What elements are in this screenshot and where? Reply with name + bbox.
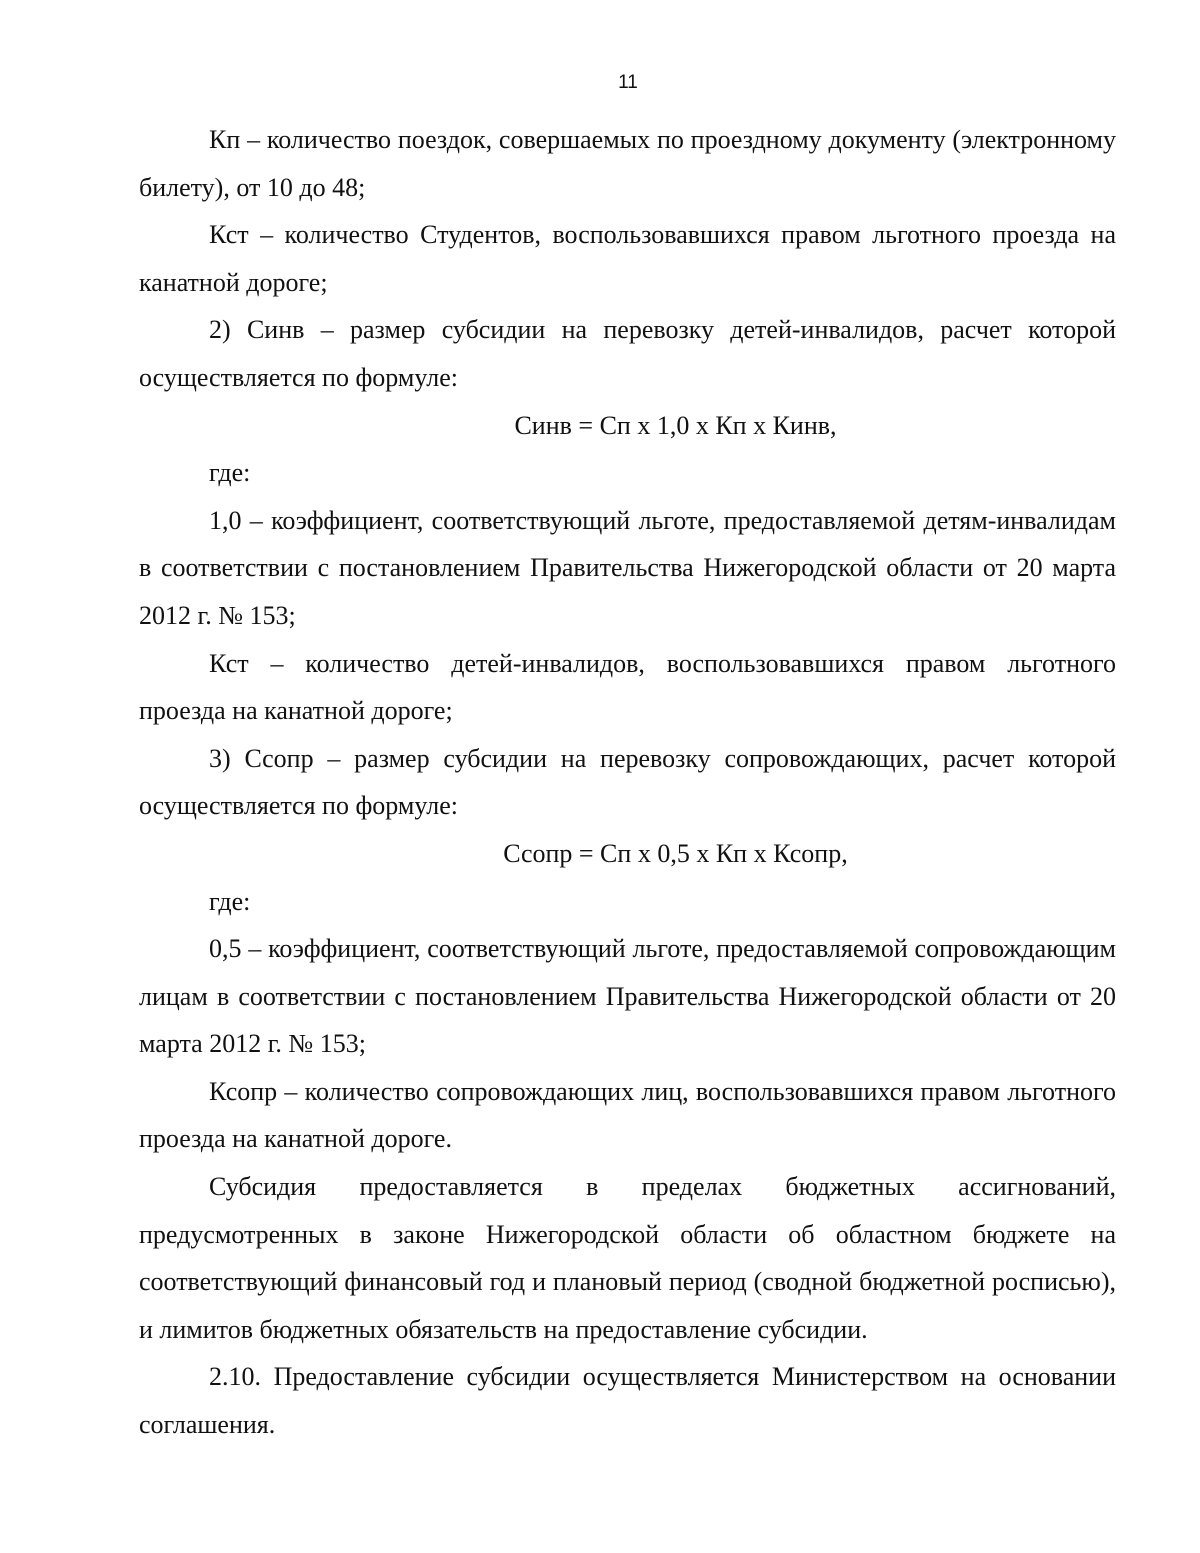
- paragraph-kst-students: Кст – количество Студентов, воспользовавшихся правом льготного проезда на канатной дороге;: [139, 220, 1116, 297]
- formula-ssopr: Ссопр = Сп х 0,5 х Кп х Ксопр,: [503, 838, 848, 868]
- paragraph-sinv-heading: 2) Синв – размер субсидии на перевозку детей-инвалидов, расчет которой осуществляется по формуле:: [139, 315, 1116, 392]
- paragraph-coef-1-0: 1,0 – коэффициент, соответствующий льготе, предоставляемой детям-инвалидам в соответствии с постановлением Правительства Нижегородской области от 20 марта 2012 г. № 153;: [139, 505, 1116, 630]
- paragraph-kp-definition: Кп – количество поездок, совершаемых по проездному документу (электронному билету), от 10 до 48;: [139, 125, 1116, 202]
- paragraph-ssopr-heading: 3) Ссопр – размер субсидии на перевозку сопровождающих, расчет которой осуществляется по формуле:: [139, 743, 1116, 821]
- paragraph-where-2: где:: [209, 886, 251, 916]
- paragraph-subsidy-limits: Субсидия предоставляется в пределах бюджетных ассигнований, предусмотренных в законе Нижегородской области об областном бюджете на соответствующий финансовый год и плановый период (сводной бюджетной росписью), и лимитов бюджетных обязательств на предоставление субсидии.: [139, 1172, 1116, 1344]
- document-body: [139, 116, 1116, 1449]
- formula-sinv: Синв = Сп х 1,0 х Кп х Кинв,: [514, 410, 837, 440]
- paragraph-ksopr-definition: Ксопр – количество сопровождающих лиц, воспользовавшихся правом льготного проезда на канатной дороге.: [139, 1076, 1116, 1154]
- page-number: 11: [618, 72, 638, 93]
- paragraph-2-10: 2.10. Предоставление субсидии осуществляется Министерством на основании соглашения.: [139, 1362, 1116, 1440]
- paragraph-kst-children: Кст – количество детей-инвалидов, воспользовавшихся правом льготного проезда на канатной дороге;: [139, 648, 1116, 726]
- paragraph-where-1: где:: [209, 458, 251, 488]
- paragraph-coef-0-5: 0,5 – коэффициент, соответствующий льготе, предоставляемой сопровождающим лицам в соответствии с постановлением Правительства Нижегородской области от 20 марта 2012 г. № 153;: [139, 934, 1116, 1059]
